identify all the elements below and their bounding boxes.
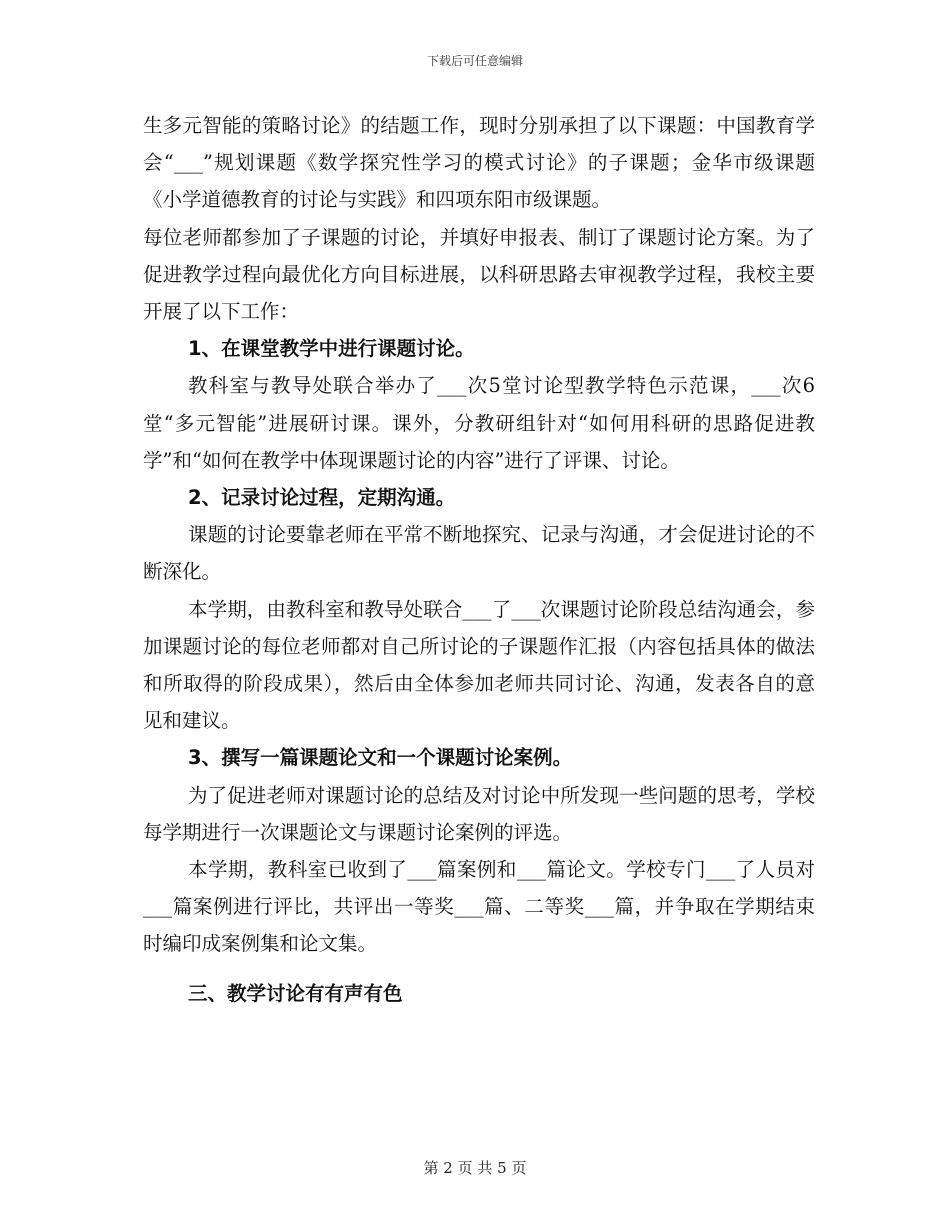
- paragraph: 每位老师都参加了子课题的讨论，并填好申报表、制订了课题讨论方案。为了促进教学过程向最优化方向目标进展，以科研思路去审视教学过程，我校主要开展了以下工作：: [143, 225, 815, 324]
- section-heading: 3、撰写一篇课题论文和一个课题讨论案例。: [188, 746, 573, 770]
- page-header: 下载后可任意编辑: [426, 54, 523, 68]
- paragraph: 教科室与教导处联合举办了___次5堂讨论型教学特色示范课，___次6堂“多元智能”进展研讨课。课外，分教研组针对“如何用科研的思路促进教学”和“如何在教学中体现课题讨论的内容”进行了评课、讨论。: [143, 374, 815, 472]
- paragraph: 生多元智能的策略讨论》的结题工作，现时分别承担了以下课题：中国教育学会“___”规划课题《数学探究性学习的模式讨论》的子课题；金华市级课题《小学道德教育的讨论与实践》和四项东阳市级课题。: [143, 114, 815, 212]
- paragraph: 本学期，教科室已收到了___篇案例和___篇论文。学校专门___了人员对___篇案例进行评比，共评出一等奖___篇、二等奖___篇，并争取在学期结束时编印成案例集和论文集。: [143, 858, 815, 956]
- section-heading: 三、教学讨论有有声有色: [188, 981, 403, 1005]
- paragraph: 本学期，由教科室和教导处联合___了___次课题讨论阶段总结沟通会，参加课题讨论的每位老师都对自己所讨论的子课题作汇报（内容包括具体的做法和所取得的阶段成果），然后由全体参加老师共同讨论、沟通，发表各自的意见和建议。: [143, 597, 815, 733]
- document-body: [143, 107, 815, 1012]
- section-heading: 2、记录讨论过程，定期沟通。: [188, 486, 456, 510]
- paragraph: 为了促进老师对课题讨论的总结及对讨论中所发现一些问题的思考，学校每学期进行一次课题论文与课题讨论案例的评选。: [143, 783, 815, 844]
- page-number: 第 2 页 共 5 页: [423, 1159, 527, 1177]
- section-heading: 1、在课堂教学中进行课题讨论。: [188, 337, 475, 361]
- paragraph: 课题的讨论要靠老师在平常不断地探究、记录与沟通，才会促进讨论的不断深化。: [143, 523, 815, 584]
